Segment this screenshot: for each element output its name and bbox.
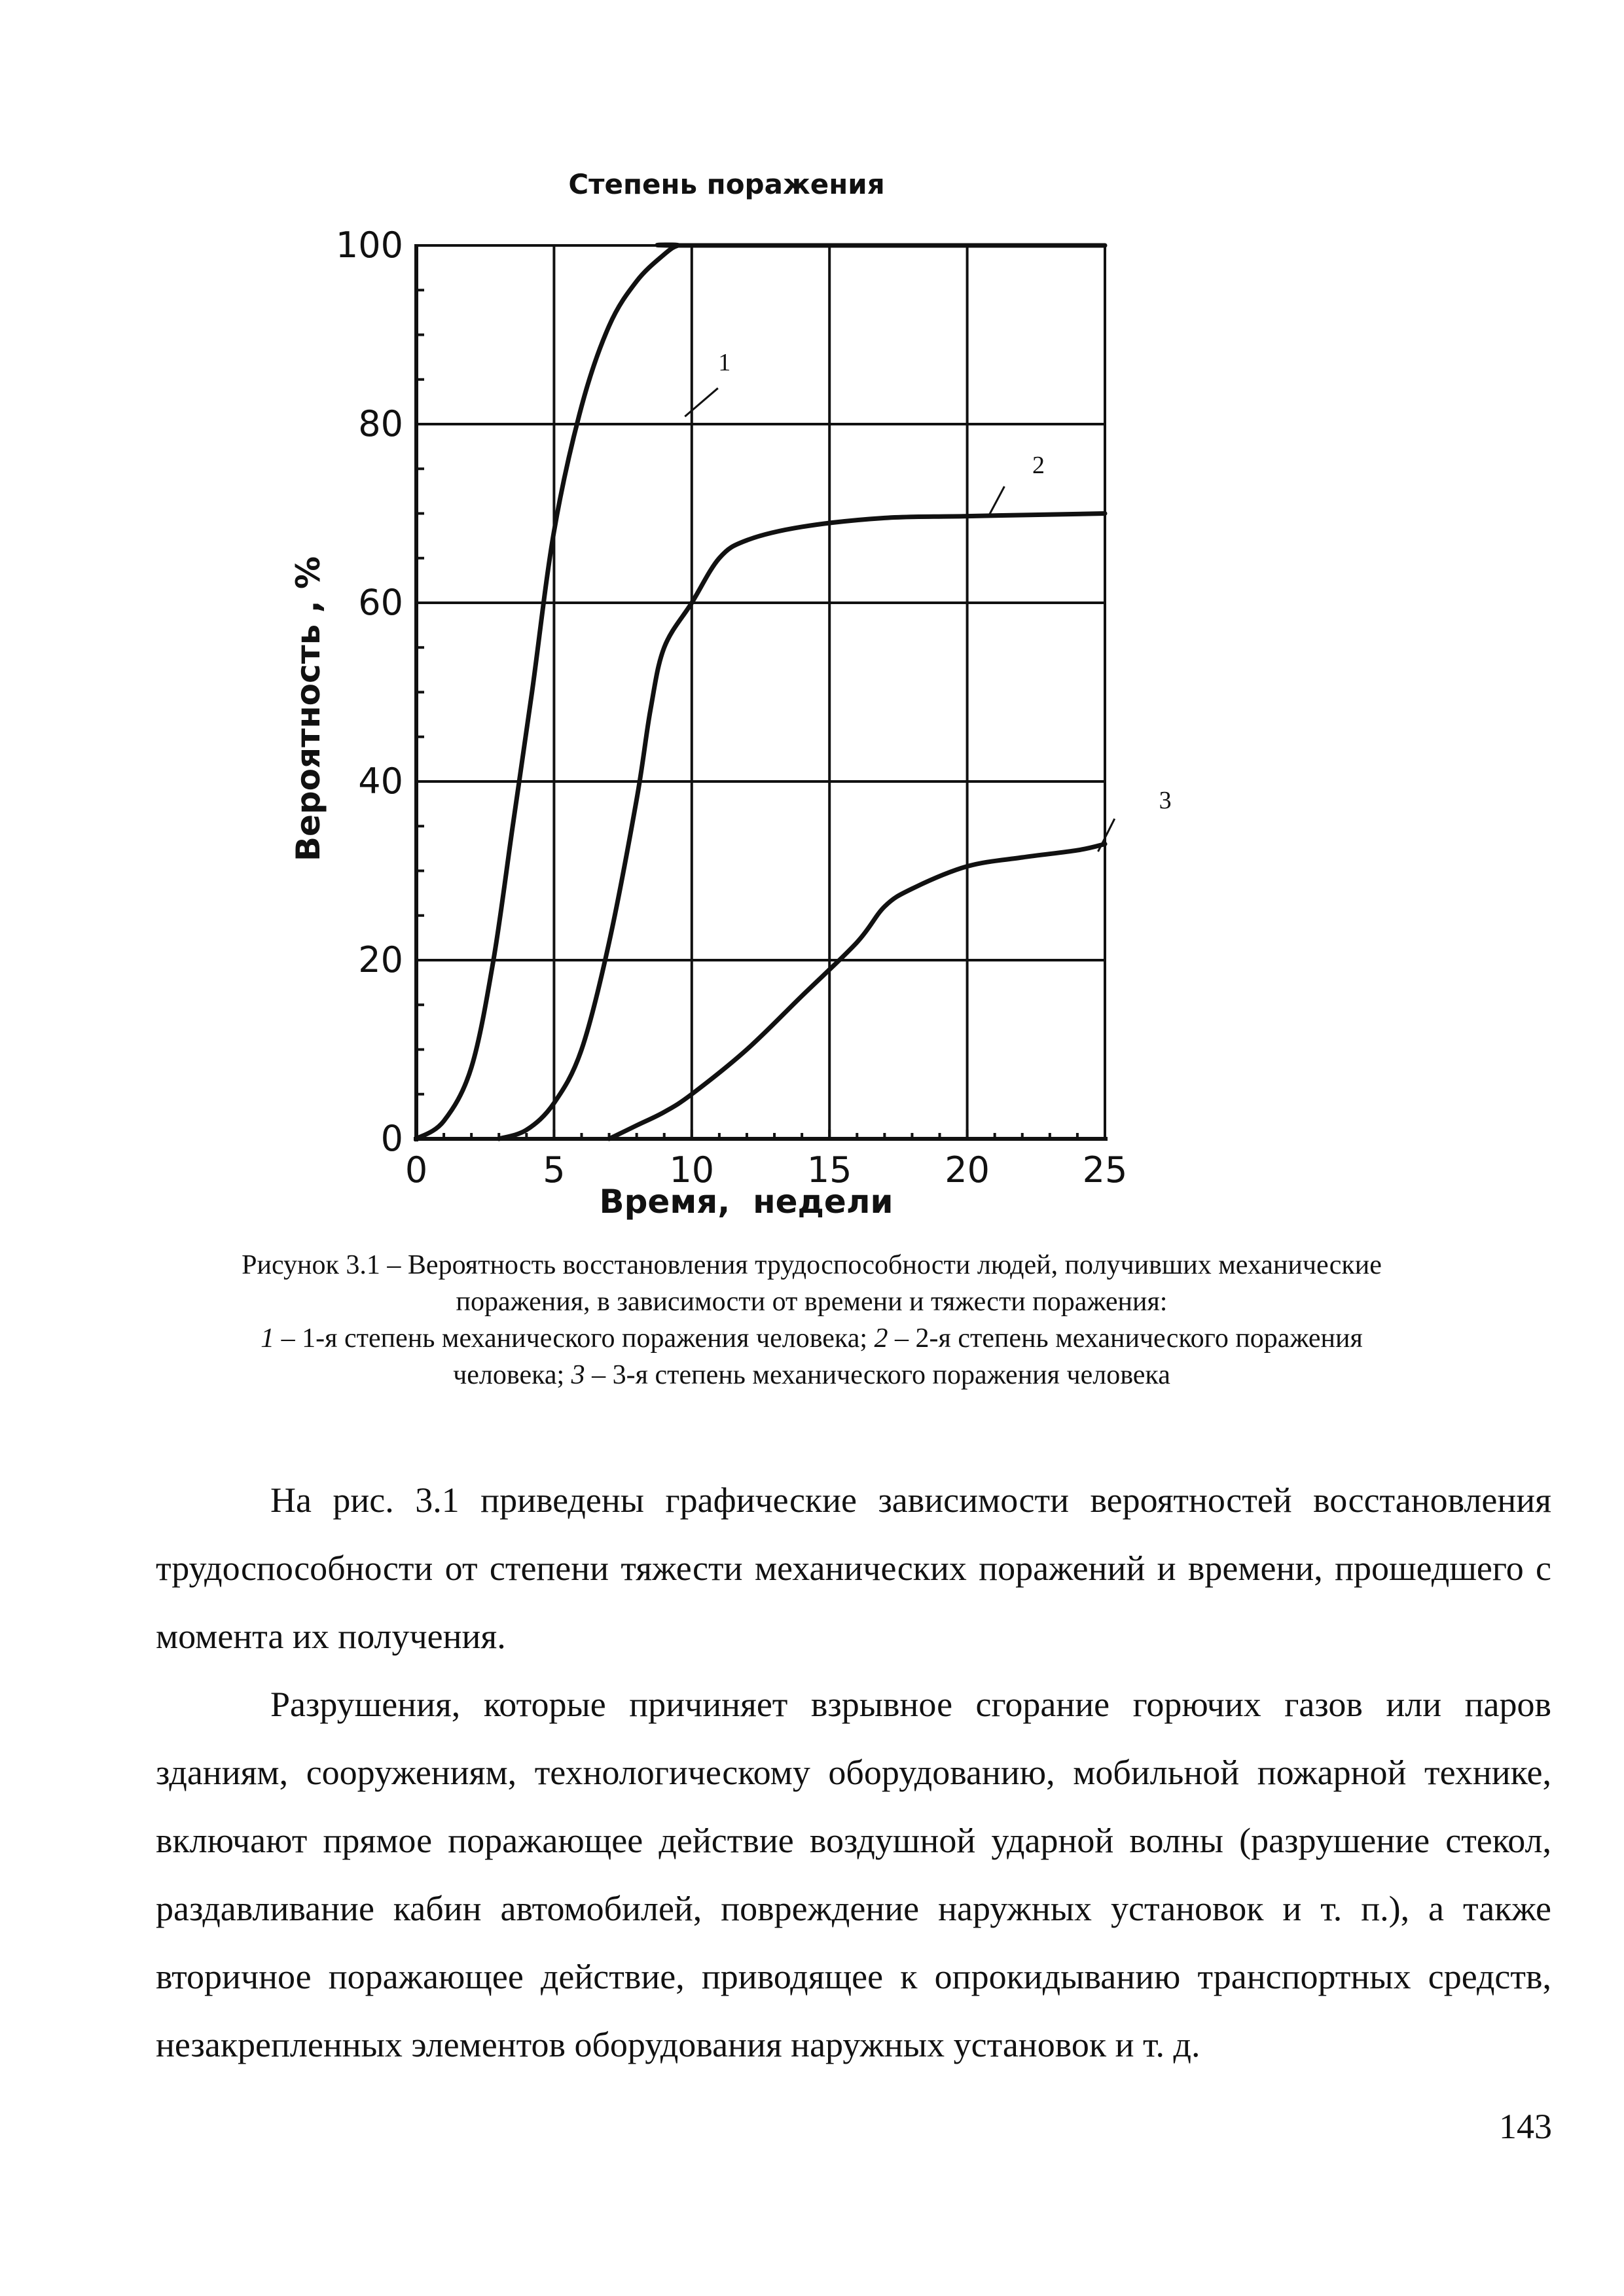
annotation-leader	[988, 486, 1004, 517]
caption-line-2: поражения, в зависимости от времени и тяжести поражения:	[456, 1287, 1168, 1317]
series-line-1	[416, 245, 1105, 1139]
y-tick-label: 60	[358, 582, 403, 623]
caption-num-1: 1	[261, 1323, 275, 1354]
caption-text-2: – 2-я степень механического поражения	[888, 1323, 1363, 1354]
annotation-label-3: 3	[1159, 786, 1172, 814]
series-line-2	[499, 514, 1105, 1139]
x-tick-label: 15	[806, 1149, 852, 1191]
caption-line-4	[157, 1357, 1466, 1393]
y-axis-label: Вероятность , %	[289, 556, 327, 862]
paragraph-2: Разрушения, которые причиняет взрывное сгорание горючих газов или паров зданиям, сооружениям, технологическому оборудованию, мобильной пожарной технике, включают прямое поражающее действие воздушной ударной волны (разрушение стекол, раздавливание кабин автомобилей, повреждение наружных установок и т. п.), а также вторичное поражающее действие, приводящее к опрокидыванию транспортных средств, незакрепленных элементов оборудования наружных установок и т. д.	[156, 1685, 1551, 2064]
y-tick-label: 20	[358, 939, 403, 980]
caption-line-1: Рисунок 3.1 – Вероятность восстановления трудоспособности людей, получивших механические	[242, 1250, 1382, 1280]
chart-axes	[414, 244, 1108, 1141]
y-tick-label: 100	[335, 224, 403, 266]
figure-caption	[157, 1247, 1466, 1393]
caption-num-3: 3	[571, 1360, 585, 1390]
chart-title: Степень поражения	[568, 168, 885, 200]
annotation-leader	[1098, 819, 1115, 852]
caption-text-3: человека;	[453, 1360, 571, 1390]
series-line-3	[609, 844, 1105, 1139]
page-number: 143	[1499, 2107, 1552, 2146]
x-tick-label: 0	[405, 1149, 428, 1191]
body-text	[156, 1466, 1551, 2079]
x-tick-label: 10	[669, 1149, 715, 1191]
x-tick-label: 5	[543, 1149, 566, 1191]
caption-line-3	[157, 1320, 1466, 1357]
caption-num-2: 2	[874, 1323, 888, 1354]
chart-series	[416, 245, 1105, 1139]
x-tick-label: 25	[1082, 1149, 1128, 1191]
annotation-label-2: 2	[1032, 452, 1045, 480]
y-tick-label: 40	[358, 761, 403, 802]
paragraph-1: На рис. 3.1 приведены графические зависимости вероятностей восстановления трудоспособности от степени тяжести механических поражений и времени, прошедшего с момента их получения.	[156, 1480, 1551, 1656]
chart-ticks	[336, 224, 1127, 1191]
y-tick-label: 0	[380, 1118, 403, 1159]
annotation-leader	[685, 388, 717, 416]
x-axis-label: Время, недели	[599, 1183, 893, 1221]
caption-text-4: – 3-я степень механического поражения человека	[585, 1360, 1170, 1390]
caption-text-1: – 1-я степень механического поражения человека;	[274, 1323, 875, 1354]
y-tick-label: 80	[358, 403, 403, 444]
x-tick-label: 20	[945, 1149, 990, 1191]
annotation-label-1: 1	[718, 349, 731, 377]
chart-grid	[416, 245, 1105, 1139]
